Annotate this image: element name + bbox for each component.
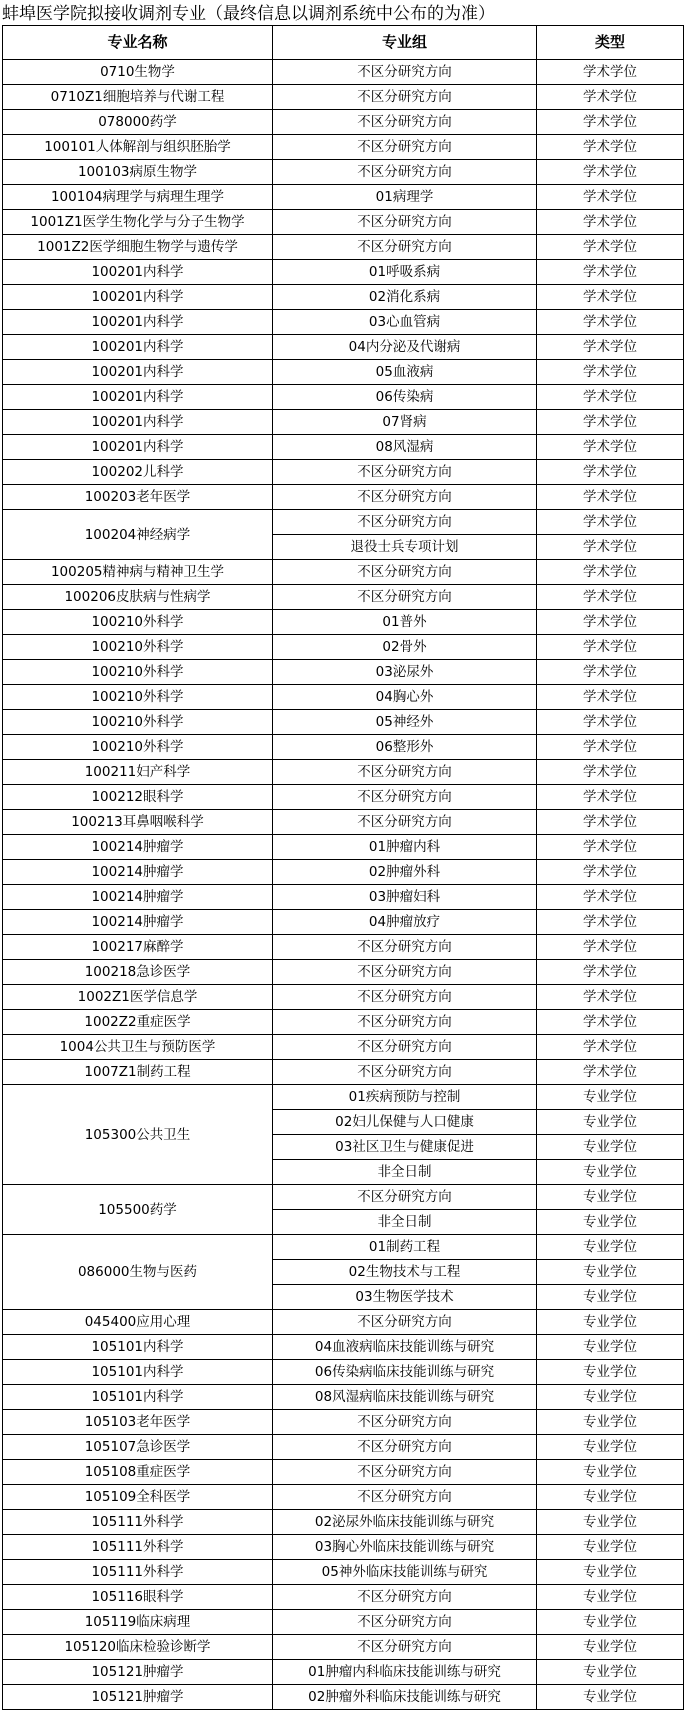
cell-major: 100201内科学 [3, 285, 273, 310]
cell-major: 100218急诊医学 [3, 960, 273, 985]
cell-major: 105121肿瘤学 [3, 1660, 273, 1685]
cell-major: 1004公共卫生与预防医学 [3, 1035, 273, 1060]
cell-group: 05神外临床技能训练与研究 [273, 1560, 537, 1585]
cell-group: 02妇儿保健与人口健康 [273, 1110, 537, 1135]
table-row [3, 785, 684, 810]
cell-type: 学术学位 [537, 835, 684, 860]
cell-type: 学术学位 [537, 885, 684, 910]
cell-group: 01肿瘤内科 [273, 835, 537, 860]
adjustment-majors-table [2, 25, 684, 1710]
cell-type: 学术学位 [537, 860, 684, 885]
cell-type: 学术学位 [537, 210, 684, 235]
cell-group: 不区分研究方向 [273, 60, 537, 85]
cell-major: 100214肿瘤学 [3, 835, 273, 860]
cell-major: 078000药学 [3, 110, 273, 135]
cell-group: 不区分研究方向 [273, 960, 537, 985]
header-group: 专业组 [273, 26, 537, 60]
cell-group: 08风湿病临床技能训练与研究 [273, 1385, 537, 1410]
cell-group: 06传染病 [273, 385, 537, 410]
cell-type: 学术学位 [537, 135, 684, 160]
cell-group: 01病理学 [273, 185, 537, 210]
cell-type: 学术学位 [537, 785, 684, 810]
cell-major: 105111外科学 [3, 1535, 273, 1560]
cell-group: 不区分研究方向 [273, 1410, 537, 1435]
cell-major: 100204神经病学 [3, 510, 273, 560]
cell-group: 不区分研究方向 [273, 560, 537, 585]
cell-major: 105107急诊医学 [3, 1435, 273, 1460]
cell-major: 100212眼科学 [3, 785, 273, 810]
cell-type: 学术学位 [537, 285, 684, 310]
cell-type: 学术学位 [537, 935, 684, 960]
table-row [3, 485, 684, 510]
cell-group: 不区分研究方向 [273, 510, 537, 535]
cell-group: 01制药工程 [273, 1235, 537, 1260]
table-row [3, 1235, 684, 1260]
cell-group: 07肾病 [273, 410, 537, 435]
cell-major: 105300公共卫生 [3, 1085, 273, 1185]
cell-type: 学术学位 [537, 635, 684, 660]
table-row [3, 885, 684, 910]
cell-group: 不区分研究方向 [273, 1585, 537, 1610]
cell-group: 05神经外 [273, 710, 537, 735]
cell-type: 专业学位 [537, 1585, 684, 1610]
cell-major: 100104病理学与病理生理学 [3, 185, 273, 210]
cell-type: 专业学位 [537, 1510, 684, 1535]
cell-type: 学术学位 [537, 85, 684, 110]
cell-group: 非全日制 [273, 1160, 537, 1185]
cell-major: 100210外科学 [3, 610, 273, 635]
cell-type: 学术学位 [537, 260, 684, 285]
table-row [3, 810, 684, 835]
cell-group: 不区分研究方向 [273, 1185, 537, 1210]
cell-group: 02骨外 [273, 635, 537, 660]
table-row [3, 710, 684, 735]
table-header-row [3, 26, 684, 60]
cell-type: 专业学位 [537, 1535, 684, 1560]
cell-major: 100210外科学 [3, 635, 273, 660]
table-row [3, 260, 684, 285]
cell-group: 03社区卫生与健康促进 [273, 1135, 537, 1160]
cell-type: 学术学位 [537, 310, 684, 335]
cell-group: 06传染病临床技能训练与研究 [273, 1360, 537, 1385]
cell-group: 06整形外 [273, 735, 537, 760]
cell-major: 105109全科医学 [3, 1485, 273, 1510]
cell-group: 不区分研究方向 [273, 235, 537, 260]
table-row [3, 210, 684, 235]
cell-major: 1001Z1医学生物化学与分子生物学 [3, 210, 273, 235]
cell-type: 专业学位 [537, 1235, 684, 1260]
table-body [3, 60, 684, 1710]
table-row [3, 1035, 684, 1060]
cell-type: 学术学位 [537, 585, 684, 610]
cell-major: 100202儿科学 [3, 460, 273, 485]
cell-group: 不区分研究方向 [273, 160, 537, 185]
cell-group: 01肿瘤内科临床技能训练与研究 [273, 1660, 537, 1685]
cell-type: 专业学位 [537, 1685, 684, 1710]
cell-major: 100206皮肤病与性病学 [3, 585, 273, 610]
cell-major: 100205精神病与精神卫生学 [3, 560, 273, 585]
cell-major: 1002Z1医学信息学 [3, 985, 273, 1010]
cell-major: 105108重症医学 [3, 1460, 273, 1485]
cell-group: 03胸心外临床技能训练与研究 [273, 1535, 537, 1560]
cell-major: 1007Z1制药工程 [3, 1060, 273, 1085]
cell-type: 专业学位 [537, 1160, 684, 1185]
table-row [3, 1460, 684, 1485]
cell-major: 100214肿瘤学 [3, 860, 273, 885]
cell-major: 100214肿瘤学 [3, 910, 273, 935]
cell-type: 专业学位 [537, 1460, 684, 1485]
cell-group: 不区分研究方向 [273, 1610, 537, 1635]
cell-group: 不区分研究方向 [273, 1635, 537, 1660]
cell-type: 专业学位 [537, 1485, 684, 1510]
cell-major: 100201内科学 [3, 260, 273, 285]
header-major: 专业名称 [3, 26, 273, 60]
cell-major: 100214肿瘤学 [3, 885, 273, 910]
cell-type: 专业学位 [537, 1310, 684, 1335]
cell-type: 学术学位 [537, 335, 684, 360]
cell-major: 100201内科学 [3, 335, 273, 360]
cell-type: 专业学位 [537, 1285, 684, 1310]
cell-type: 学术学位 [537, 660, 684, 685]
cell-type: 专业学位 [537, 1085, 684, 1110]
table-row [3, 1510, 684, 1535]
cell-group: 05血液病 [273, 360, 537, 385]
table-row [3, 935, 684, 960]
cell-type: 学术学位 [537, 910, 684, 935]
cell-major: 100201内科学 [3, 410, 273, 435]
cell-major: 100201内科学 [3, 435, 273, 460]
cell-major: 100217麻醉学 [3, 935, 273, 960]
table-row [3, 1635, 684, 1660]
table-row [3, 360, 684, 385]
cell-group: 不区分研究方向 [273, 1310, 537, 1335]
cell-type: 专业学位 [537, 1260, 684, 1285]
cell-major: 045400应用心理 [3, 1310, 273, 1335]
cell-type: 学术学位 [537, 510, 684, 535]
cell-group: 不区分研究方向 [273, 210, 537, 235]
cell-group: 08风湿病 [273, 435, 537, 460]
cell-major: 100213耳鼻咽喉科学 [3, 810, 273, 835]
table-row [3, 460, 684, 485]
cell-group: 不区分研究方向 [273, 485, 537, 510]
table-row [3, 1685, 684, 1710]
table-row [3, 1535, 684, 1560]
cell-major: 105111外科学 [3, 1510, 273, 1535]
cell-group: 02肿瘤外科 [273, 860, 537, 885]
cell-group: 01普外 [273, 610, 537, 635]
table-row [3, 285, 684, 310]
table-row [3, 735, 684, 760]
cell-group: 不区分研究方向 [273, 785, 537, 810]
cell-type: 学术学位 [537, 1010, 684, 1035]
table-row [3, 1610, 684, 1635]
cell-major: 105116眼科学 [3, 1585, 273, 1610]
cell-type: 学术学位 [537, 760, 684, 785]
cell-group: 不区分研究方向 [273, 1485, 537, 1510]
cell-type: 专业学位 [537, 1110, 684, 1135]
table-row [3, 60, 684, 85]
cell-type: 学术学位 [537, 185, 684, 210]
cell-major: 100210外科学 [3, 710, 273, 735]
cell-group: 04内分泌及代谢病 [273, 335, 537, 360]
cell-type: 专业学位 [537, 1360, 684, 1385]
cell-group: 02消化系病 [273, 285, 537, 310]
table-row [3, 1410, 684, 1435]
cell-group: 不区分研究方向 [273, 935, 537, 960]
cell-group: 不区分研究方向 [273, 810, 537, 835]
table-row [3, 410, 684, 435]
cell-type: 学术学位 [537, 160, 684, 185]
cell-group: 01疾病预防与控制 [273, 1085, 537, 1110]
table-row [3, 560, 684, 585]
cell-type: 学术学位 [537, 360, 684, 385]
table-row [3, 1185, 684, 1210]
cell-group: 不区分研究方向 [273, 1035, 537, 1060]
cell-group: 不区分研究方向 [273, 1460, 537, 1485]
cell-major: 0710生物学 [3, 60, 273, 85]
cell-major: 1002Z2重症医学 [3, 1010, 273, 1035]
cell-group: 01呼吸系病 [273, 260, 537, 285]
cell-major: 086000生物与医药 [3, 1235, 273, 1310]
cell-type: 学术学位 [537, 1035, 684, 1060]
table-row [3, 185, 684, 210]
cell-type: 专业学位 [537, 1560, 684, 1585]
table-row [3, 985, 684, 1010]
cell-group: 不区分研究方向 [273, 1010, 537, 1035]
cell-major: 105111外科学 [3, 1560, 273, 1585]
cell-major: 100201内科学 [3, 385, 273, 410]
table-row [3, 760, 684, 785]
table-row [3, 1485, 684, 1510]
cell-type: 学术学位 [537, 985, 684, 1010]
table-row [3, 160, 684, 185]
cell-group: 不区分研究方向 [273, 760, 537, 785]
cell-group: 退役士兵专项计划 [273, 535, 537, 560]
cell-group: 03心血管病 [273, 310, 537, 335]
cell-major: 100210外科学 [3, 685, 273, 710]
table-row [3, 835, 684, 860]
cell-type: 学术学位 [537, 810, 684, 835]
cell-type: 学术学位 [537, 685, 684, 710]
cell-type: 学术学位 [537, 235, 684, 260]
cell-group: 03肿瘤妇科 [273, 885, 537, 910]
table-row [3, 335, 684, 360]
cell-group: 02肿瘤外科临床技能训练与研究 [273, 1685, 537, 1710]
cell-group: 不区分研究方向 [273, 135, 537, 160]
table-row [3, 1310, 684, 1335]
cell-group: 非全日制 [273, 1210, 537, 1235]
cell-major: 105120临床检验诊断学 [3, 1635, 273, 1660]
table-row [3, 585, 684, 610]
cell-major: 1001Z2医学细胞生物学与遗传学 [3, 235, 273, 260]
cell-type: 专业学位 [537, 1210, 684, 1235]
cell-type: 学术学位 [537, 410, 684, 435]
cell-type: 专业学位 [537, 1660, 684, 1685]
cell-group: 不区分研究方向 [273, 460, 537, 485]
table-row [3, 1560, 684, 1585]
cell-type: 学术学位 [537, 485, 684, 510]
cell-type: 学术学位 [537, 435, 684, 460]
table-row [3, 1385, 684, 1410]
cell-group: 03泌尿外 [273, 660, 537, 685]
table-row [3, 1660, 684, 1685]
table-row [3, 685, 684, 710]
cell-major: 100210外科学 [3, 660, 273, 685]
cell-major: 105103老年医学 [3, 1410, 273, 1435]
cell-group: 不区分研究方向 [273, 585, 537, 610]
table-row [3, 1085, 684, 1110]
cell-major: 100201内科学 [3, 310, 273, 335]
header-type: 类型 [537, 26, 684, 60]
table-row [3, 910, 684, 935]
cell-group: 不区分研究方向 [273, 85, 537, 110]
table-row [3, 860, 684, 885]
table-row [3, 1585, 684, 1610]
cell-type: 学术学位 [537, 710, 684, 735]
cell-type: 学术学位 [537, 560, 684, 585]
cell-type: 专业学位 [537, 1410, 684, 1435]
page-title: 蚌埠医学院拟接收调剂专业（最终信息以调剂系统中公布的为准） [2, 4, 495, 24]
cell-group: 不区分研究方向 [273, 1060, 537, 1085]
cell-type: 学术学位 [537, 735, 684, 760]
cell-group: 03生物医学技术 [273, 1285, 537, 1310]
cell-type: 专业学位 [537, 1610, 684, 1635]
table-row [3, 635, 684, 660]
cell-major: 105121肿瘤学 [3, 1685, 273, 1710]
cell-type: 学术学位 [537, 110, 684, 135]
cell-major: 105119临床病理 [3, 1610, 273, 1635]
cell-group: 04肿瘤放疗 [273, 910, 537, 935]
cell-group: 02泌尿外临床技能训练与研究 [273, 1510, 537, 1535]
table-row [3, 85, 684, 110]
cell-type: 学术学位 [537, 960, 684, 985]
cell-type: 学术学位 [537, 385, 684, 410]
cell-type: 专业学位 [537, 1385, 684, 1410]
cell-major: 100211妇产科学 [3, 760, 273, 785]
cell-type: 学术学位 [537, 1060, 684, 1085]
table-row [3, 385, 684, 410]
cell-type: 学术学位 [537, 60, 684, 85]
cell-major: 100103病原生物学 [3, 160, 273, 185]
cell-major: 105101内科学 [3, 1335, 273, 1360]
cell-type: 学术学位 [537, 610, 684, 635]
cell-group: 04胸心外 [273, 685, 537, 710]
table-row [3, 1360, 684, 1385]
cell-group: 不区分研究方向 [273, 110, 537, 135]
cell-group: 不区分研究方向 [273, 985, 537, 1010]
cell-type: 专业学位 [537, 1185, 684, 1210]
cell-type: 专业学位 [537, 1635, 684, 1660]
cell-type: 专业学位 [537, 1435, 684, 1460]
cell-major: 100201内科学 [3, 360, 273, 385]
cell-type: 学术学位 [537, 460, 684, 485]
table-row [3, 610, 684, 635]
cell-major: 105500药学 [3, 1185, 273, 1235]
cell-major: 100210外科学 [3, 735, 273, 760]
table-row [3, 510, 684, 535]
table-row [3, 135, 684, 160]
table-row [3, 435, 684, 460]
table-row [3, 660, 684, 685]
cell-group: 02生物技术与工程 [273, 1260, 537, 1285]
cell-type: 专业学位 [537, 1135, 684, 1160]
table-row [3, 1435, 684, 1460]
cell-type: 专业学位 [537, 1335, 684, 1360]
table-row [3, 110, 684, 135]
table-row [3, 235, 684, 260]
cell-major: 105101内科学 [3, 1360, 273, 1385]
cell-group: 不区分研究方向 [273, 1435, 537, 1460]
cell-group: 04血液病临床技能训练与研究 [273, 1335, 537, 1360]
table-row [3, 1335, 684, 1360]
table-row [3, 960, 684, 985]
cell-major: 100101人体解剖与组织胚胎学 [3, 135, 273, 160]
table-row [3, 310, 684, 335]
cell-major: 105101内科学 [3, 1385, 273, 1410]
cell-major: 0710Z1细胞培养与代谢工程 [3, 85, 273, 110]
cell-type: 学术学位 [537, 535, 684, 560]
table-row [3, 1010, 684, 1035]
cell-major: 100203老年医学 [3, 485, 273, 510]
table-row [3, 1060, 684, 1085]
